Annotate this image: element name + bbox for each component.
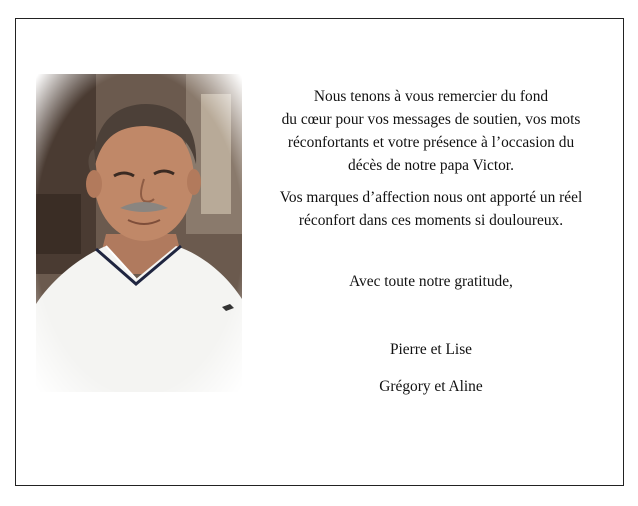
message-block <box>252 85 610 398</box>
remembrance-card <box>15 18 624 486</box>
message-line: Nous tenons à vous remercier du fond <box>313 88 549 105</box>
signature-line: Grégory et Aline <box>379 378 483 395</box>
message-line: Vos marques d’affection nous ont apporté un réel <box>279 189 583 206</box>
thanks-paragraph <box>252 85 610 177</box>
closing-greeting: Avec toute notre gratitude, <box>349 273 513 290</box>
comfort-paragraph <box>252 186 610 232</box>
message-line: réconfort dans ces moments si douloureux. <box>298 212 564 229</box>
message-line: du cœur pour vos messages de soutien, vos mots <box>281 111 581 128</box>
signature-line: Pierre et Lise <box>389 341 473 358</box>
message-line: réconfortants et votre présence à l’occasion du <box>287 134 575 151</box>
portrait-photo <box>36 74 242 392</box>
message-line: décès de notre papa Victor. <box>348 157 514 174</box>
